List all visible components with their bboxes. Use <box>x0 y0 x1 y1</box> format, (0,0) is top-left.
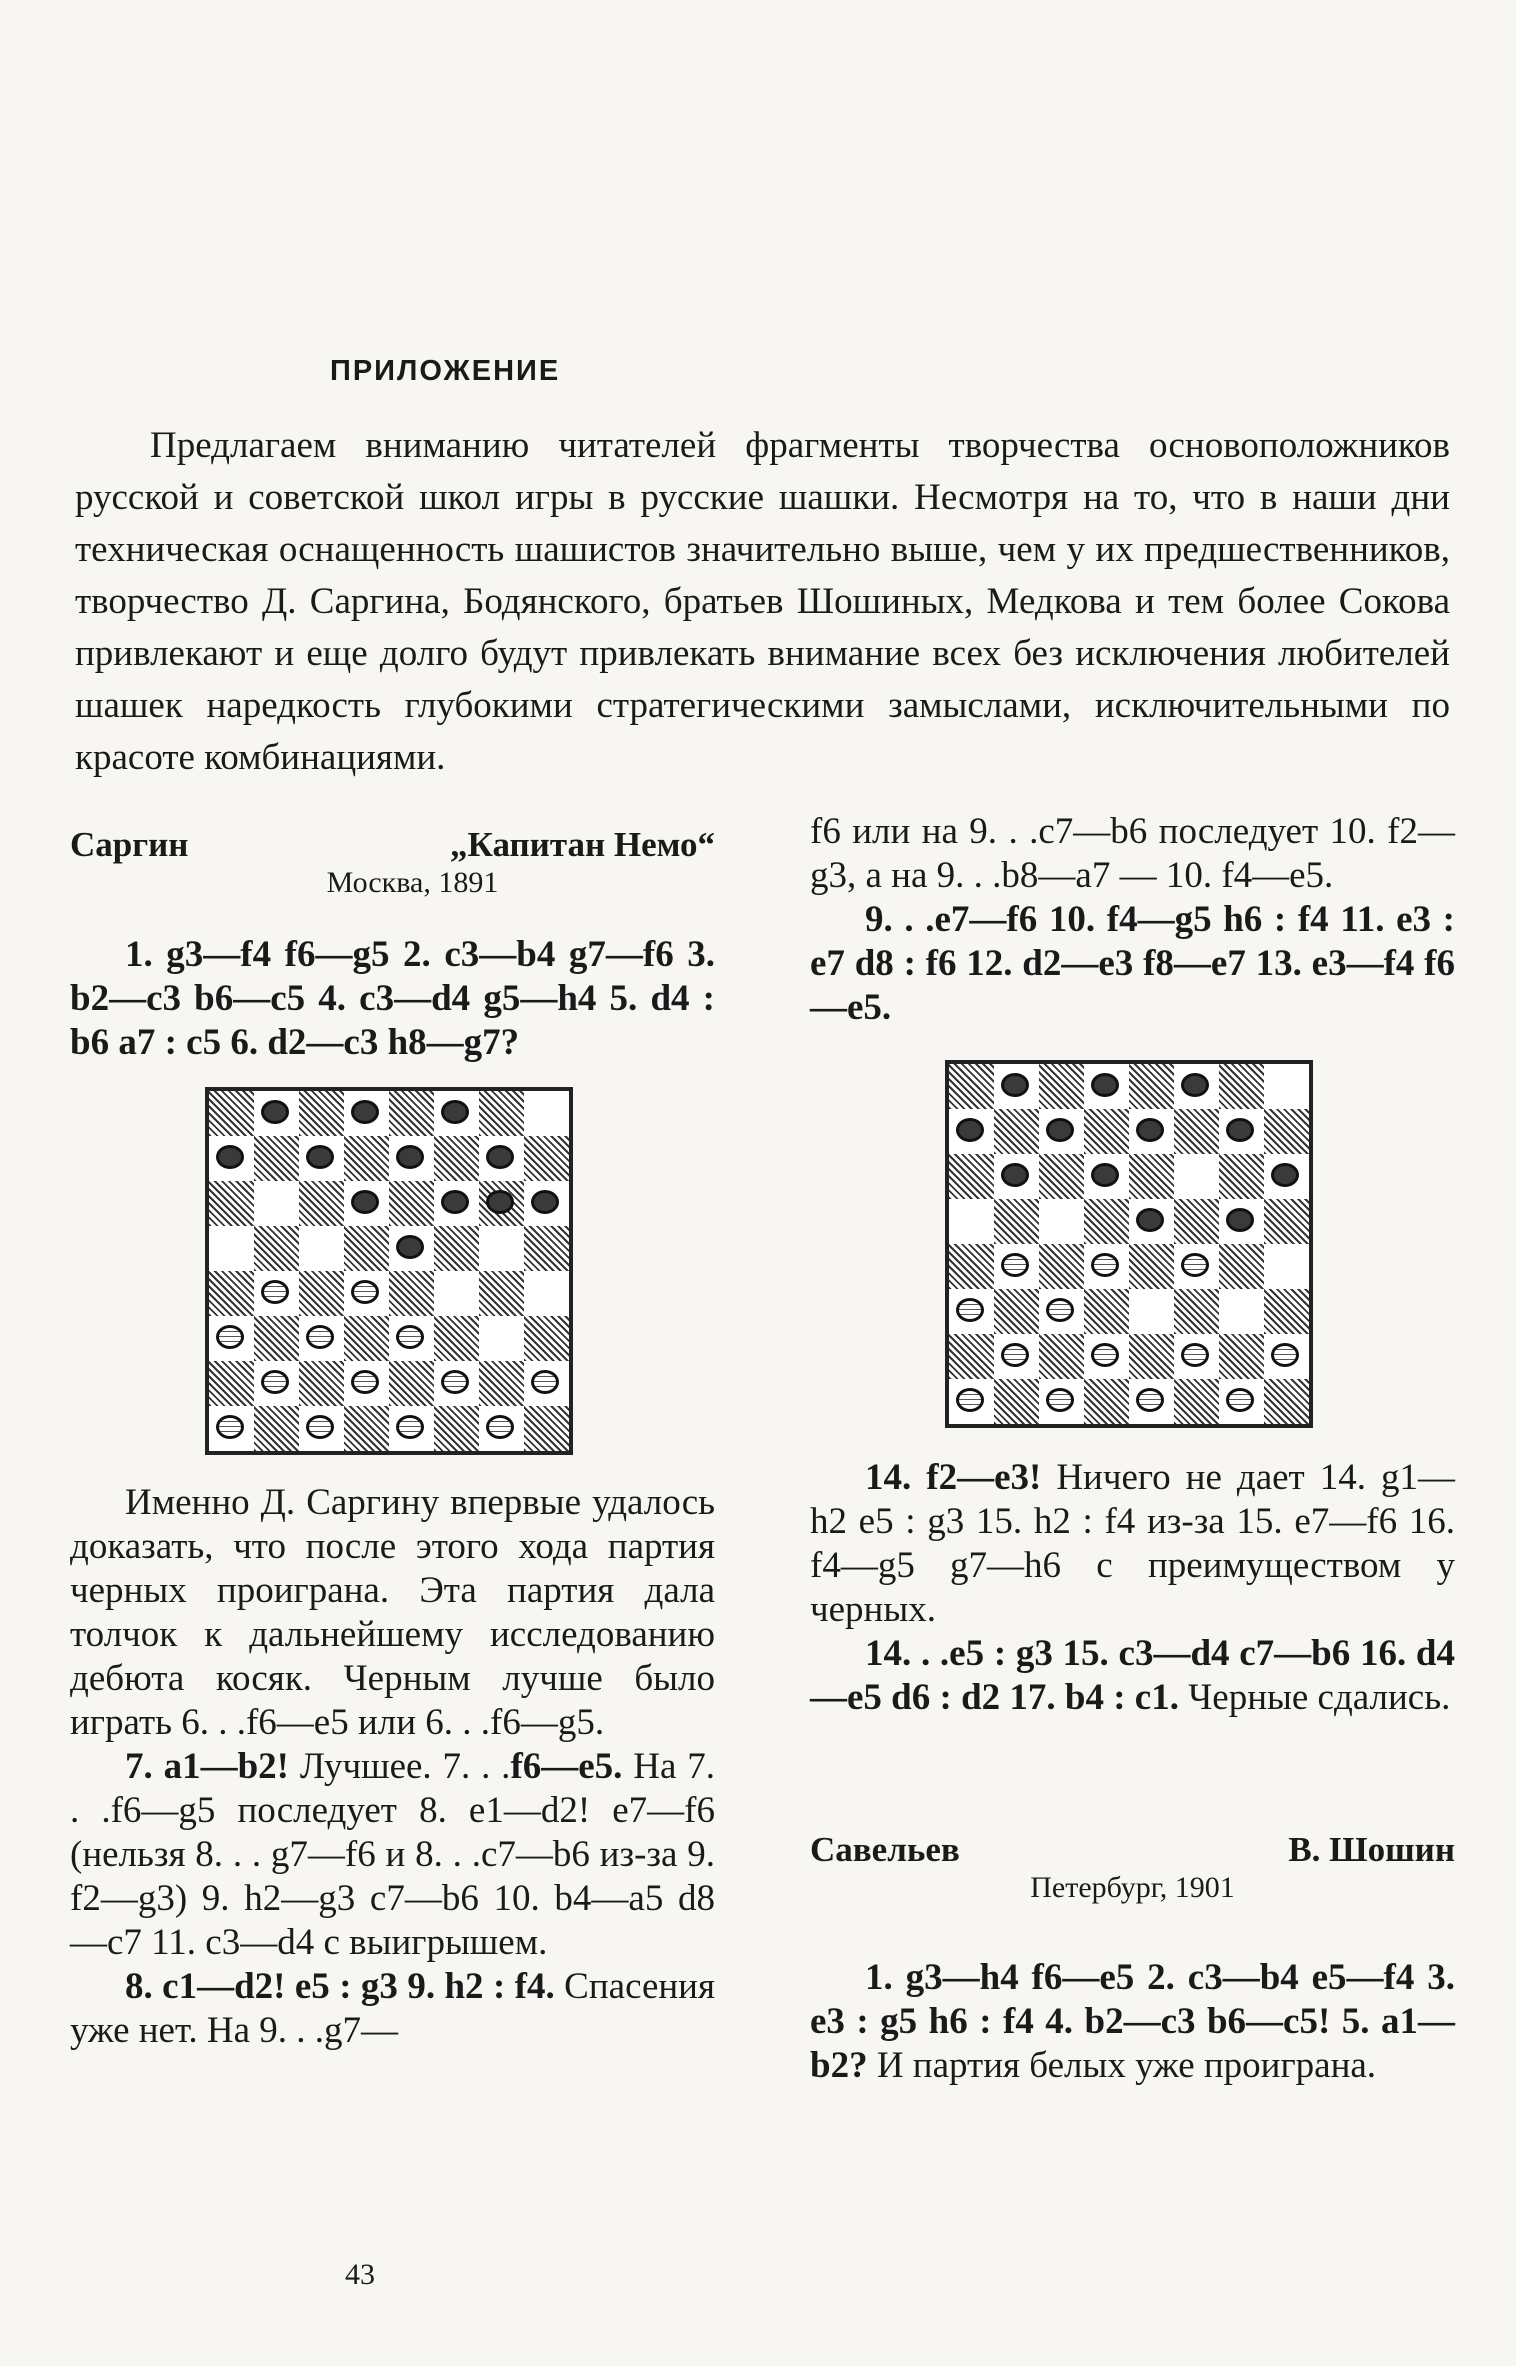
square-c5 <box>1039 1199 1084 1244</box>
black-checker-d8 <box>351 1100 379 1124</box>
square-g7 <box>479 1136 524 1181</box>
square-a5 <box>949 1199 994 1244</box>
game2-comment: И партия белых уже проиграна. <box>867 2045 1377 2086</box>
square-f3 <box>434 1316 479 1361</box>
white-checker-b2 <box>1001 1343 1029 1367</box>
square-b5 <box>254 1226 299 1271</box>
square-a4 <box>209 1271 254 1316</box>
white-checker-g1 <box>486 1415 514 1439</box>
square-f7 <box>1174 1109 1219 1154</box>
square-f1 <box>1174 1379 1219 1424</box>
game1-comment6: Ничего не дает 14. g1—h2 e5 : g3 15. h2 : f4 из-за 15. e7—f6 16. f4—g5 g7—h6 с преимуществом у черных. <box>810 1457 1455 1630</box>
white-checker-f2 <box>1181 1343 1209 1367</box>
square-e1 <box>389 1406 434 1451</box>
square-f2 <box>1174 1334 1219 1379</box>
square-h3 <box>1264 1289 1309 1334</box>
square-c2 <box>299 1361 344 1406</box>
square-b1 <box>994 1379 1039 1424</box>
white-checker-c3 <box>306 1325 334 1349</box>
square-a4 <box>949 1244 994 1289</box>
square-f6 <box>1174 1154 1219 1199</box>
diagram-2 <box>945 1060 1313 1428</box>
square-b8 <box>994 1064 1039 1109</box>
square-b1 <box>254 1406 299 1451</box>
square-a1 <box>949 1379 994 1424</box>
square-h6 <box>1264 1154 1309 1199</box>
square-g3 <box>1219 1289 1264 1334</box>
square-c4 <box>299 1271 344 1316</box>
square-h1 <box>1264 1379 1309 1424</box>
black-checker-c7 <box>306 1145 334 1169</box>
square-d5 <box>1084 1199 1129 1244</box>
square-e2 <box>1129 1334 1174 1379</box>
square-d4 <box>1084 1244 1129 1289</box>
square-g6 <box>479 1181 524 1226</box>
black-checker-h6 <box>1271 1163 1299 1187</box>
square-a2 <box>949 1334 994 1379</box>
square-a6 <box>209 1181 254 1226</box>
game1-comment4: Спасения уже нет. На 9. . .g7— <box>70 1966 715 2051</box>
square-c3 <box>1039 1289 1084 1334</box>
black-checker-a7 <box>216 1145 244 1169</box>
square-f4 <box>1174 1244 1219 1289</box>
square-d2 <box>344 1361 389 1406</box>
game1-header <box>70 825 715 865</box>
square-g6 <box>1219 1154 1264 1199</box>
white-checker-b4 <box>261 1280 289 1304</box>
black-checker-f6 <box>441 1190 469 1214</box>
square-h7 <box>1264 1109 1309 1154</box>
square-h5 <box>524 1226 569 1271</box>
square-g4 <box>1219 1244 1264 1289</box>
square-f4 <box>434 1271 479 1316</box>
square-g3 <box>479 1316 524 1361</box>
square-g7 <box>1219 1109 1264 1154</box>
square-c8 <box>299 1091 344 1136</box>
game1-comment5: f6 или на 9. . .c7—b6 последует 10. f2—g3, а на 9. . .b8—a7 — 10. f4—e5. <box>810 811 1455 896</box>
square-a3 <box>949 1289 994 1334</box>
game1-final: 14. . .e5 : g3 15. c3—d4 c7—b6 16. d4—e5 d6 : d2 17. b4 : c1. <box>810 1633 1455 1718</box>
square-d7 <box>344 1136 389 1181</box>
left-column <box>70 825 715 2053</box>
white-checker-h2 <box>531 1370 559 1394</box>
black-checker-e7 <box>1136 1118 1164 1142</box>
square-b2 <box>254 1361 299 1406</box>
square-b6 <box>994 1154 1039 1199</box>
square-b7 <box>254 1136 299 1181</box>
square-c7 <box>299 1136 344 1181</box>
white-checker-g1 <box>1226 1388 1254 1412</box>
black-checker-e7 <box>396 1145 424 1169</box>
square-g8 <box>479 1091 524 1136</box>
game1-move8-paragraph <box>70 1965 715 2053</box>
game1-moves: 1. g3—f4 f6—g5 2. c3—b4 g7—f6 3. b2—c3 b6—c5 4. c3—d4 g5—h4 5. d4 : b6 a7 : c5 6. d2—c3 h8—g7? <box>70 934 715 1063</box>
square-e2 <box>389 1361 434 1406</box>
square-a7 <box>949 1109 994 1154</box>
game2-black: В. Шошин <box>1288 1830 1455 1869</box>
square-g1 <box>479 1406 524 1451</box>
white-checker-d4 <box>351 1280 379 1304</box>
square-f1 <box>434 1406 479 1451</box>
square-b3 <box>994 1289 1039 1334</box>
game1-black: „Капитан Немо“ <box>450 825 715 864</box>
game1-white: Саргин <box>70 825 189 864</box>
white-checker-d4 <box>1091 1253 1119 1277</box>
square-b2 <box>994 1334 1039 1379</box>
square-h4 <box>1264 1244 1309 1289</box>
square-d6 <box>1084 1154 1129 1199</box>
square-b5 <box>994 1199 1039 1244</box>
square-g1 <box>1219 1379 1264 1424</box>
black-checker-d8 <box>1091 1073 1119 1097</box>
square-f5 <box>434 1226 479 1271</box>
square-h6 <box>524 1181 569 1226</box>
square-a8 <box>949 1064 994 1109</box>
square-c8 <box>1039 1064 1084 1109</box>
black-checker-b6 <box>1001 1163 1029 1187</box>
square-b4 <box>994 1244 1039 1289</box>
black-checker-d6 <box>351 1190 379 1214</box>
black-checker-f8 <box>441 1100 469 1124</box>
page-number: 43 <box>345 2258 375 2291</box>
black-checker-b8 <box>1001 1073 1029 1097</box>
square-e6 <box>389 1181 434 1226</box>
square-d3 <box>1084 1289 1129 1334</box>
game1-move14: 14. f2—e3! <box>865 1457 1042 1498</box>
square-c3 <box>299 1316 344 1361</box>
square-g2 <box>1219 1334 1264 1379</box>
square-d1 <box>344 1406 389 1451</box>
square-h8 <box>524 1091 569 1136</box>
square-e5 <box>1129 1199 1174 1244</box>
square-d8 <box>1084 1064 1129 1109</box>
white-checker-d2 <box>351 1370 379 1394</box>
square-a2 <box>209 1361 254 1406</box>
white-checker-a3 <box>956 1298 984 1322</box>
square-h2 <box>1264 1334 1309 1379</box>
black-checker-c7 <box>1046 1118 1074 1142</box>
game1-final-paragraph <box>810 1632 1455 1720</box>
white-checker-b4 <box>1001 1253 1029 1277</box>
game2-header <box>810 1830 1455 1870</box>
game2-white: Савельев <box>810 1830 960 1869</box>
square-g5 <box>479 1226 524 1271</box>
black-checker-a7 <box>956 1118 984 1142</box>
square-e4 <box>389 1271 434 1316</box>
white-checker-d2 <box>1091 1343 1119 1367</box>
square-d3 <box>344 1316 389 1361</box>
game1-move8: 8. c1—d2! e5 : g3 9. h2 : f4. <box>125 1966 555 2007</box>
white-checker-a3 <box>216 1325 244 1349</box>
square-d4 <box>344 1271 389 1316</box>
square-c1 <box>1039 1379 1084 1424</box>
square-f8 <box>1174 1064 1219 1109</box>
square-g5 <box>1219 1199 1264 1244</box>
white-checker-c3 <box>1046 1298 1074 1322</box>
square-e8 <box>389 1091 434 1136</box>
square-c4 <box>1039 1244 1084 1289</box>
square-g2 <box>479 1361 524 1406</box>
game1-comment2: Лучшее. 7. . . <box>288 1746 511 1787</box>
square-d8 <box>344 1091 389 1136</box>
square-a8 <box>209 1091 254 1136</box>
square-h8 <box>1264 1064 1309 1109</box>
square-h1 <box>524 1406 569 1451</box>
square-a6 <box>949 1154 994 1199</box>
game1-move7: 7. a1—b2! <box>125 1746 289 1787</box>
square-a1 <box>209 1406 254 1451</box>
square-g4 <box>479 1271 524 1316</box>
game1-move7-paragraph <box>70 1745 715 1965</box>
square-e5 <box>389 1226 434 1271</box>
square-f7 <box>434 1136 479 1181</box>
black-checker-b8 <box>261 1100 289 1124</box>
diagram-1 <box>205 1087 573 1455</box>
game1-comment1: Именно Д. Саргину впервые удалось доказать, что после этого хода партия черных проиграна. Эта партия дала толчок к дальнейшему исследованию дебюта косяк. Черным лучше было играть 6. . .f6—e5 или 6. . .f6—g5. <box>70 1482 715 1743</box>
white-checker-e3 <box>396 1325 424 1349</box>
game2-moves: 1. g3—h4 f6—e5 2. c3—b4 e5—f4 3. e3 : g5 h6 : f4 4. b2—c3 b6—c5! 5. a1—b2? <box>810 1957 1455 2086</box>
square-d1 <box>1084 1379 1129 1424</box>
square-c2 <box>1039 1334 1084 1379</box>
square-e7 <box>389 1136 434 1181</box>
square-e8 <box>1129 1064 1174 1109</box>
square-e3 <box>389 1316 434 1361</box>
square-e6 <box>1129 1154 1174 1199</box>
white-checker-h2 <box>1271 1343 1299 1367</box>
square-c1 <box>299 1406 344 1451</box>
square-f3 <box>1174 1289 1219 1334</box>
white-checker-b2 <box>261 1370 289 1394</box>
black-checker-g7 <box>1226 1118 1254 1142</box>
white-checker-a1 <box>216 1415 244 1439</box>
black-checker-e5 <box>1136 1208 1164 1232</box>
square-d2 <box>1084 1334 1129 1379</box>
square-b7 <box>994 1109 1039 1154</box>
black-checker-g5 <box>1226 1208 1254 1232</box>
game2-moves-paragraph <box>810 1956 1455 2088</box>
square-f6 <box>434 1181 479 1226</box>
square-d6 <box>344 1181 389 1226</box>
square-e3 <box>1129 1289 1174 1334</box>
square-c5 <box>299 1226 344 1271</box>
square-d5 <box>344 1226 389 1271</box>
square-h5 <box>1264 1199 1309 1244</box>
black-checker-h6 <box>531 1190 559 1214</box>
black-checker-e5 <box>396 1235 424 1259</box>
square-e1 <box>1129 1379 1174 1424</box>
black-checker-d6 <box>1091 1163 1119 1187</box>
square-a3 <box>209 1316 254 1361</box>
white-checker-c1 <box>306 1415 334 1439</box>
square-h4 <box>524 1271 569 1316</box>
square-c7 <box>1039 1109 1084 1154</box>
square-d7 <box>1084 1109 1129 1154</box>
square-b8 <box>254 1091 299 1136</box>
black-checker-g6 <box>486 1190 514 1214</box>
square-h3 <box>524 1316 569 1361</box>
square-f2 <box>434 1361 479 1406</box>
square-c6 <box>1039 1154 1084 1199</box>
game1-result: Черные сдались. <box>1178 1677 1451 1718</box>
white-checker-e1 <box>396 1415 424 1439</box>
intro-paragraph: Предлагаем вниманию читателей фрагменты творчества основоположников русской и советской школ игры в русские шашки. Несмотря на то, что в наши дни техническая оснащенность шашистов значительно выше, чем у их предшественников, творчество Д. Саргина, Бодянского, братьев Шошиных, Медкова и тем более Сокова привлекают и еще долго будут привлекать внимание всех без исключения любителей шашек наредкость глубокими стратегическими замыслами, исключительными по красоте комбинациями. <box>75 425 1450 778</box>
square-g8 <box>1219 1064 1264 1109</box>
square-a5 <box>209 1226 254 1271</box>
square-f8 <box>434 1091 479 1136</box>
white-checker-c1 <box>1046 1388 1074 1412</box>
game1-comment3: На 7. . .f6—g5 последует 8. e1—d2! e7—f6 (нельзя 8. . . g7—f6 и 8. . .c7—b6 из-за 9. f2—g3) 9. h2—g3 c7—b6 10. b4—a5 d8—c7 11. c3—d4 с выигрышем. <box>70 1746 715 1963</box>
square-c6 <box>299 1181 344 1226</box>
square-h2 <box>524 1361 569 1406</box>
game2-place: Петербург, 1901 <box>1030 1871 1235 1904</box>
game1-move7b: f6—e5. <box>510 1746 623 1787</box>
game1-move14-paragraph <box>810 1456 1455 1632</box>
black-checker-f8 <box>1181 1073 1209 1097</box>
white-checker-f2 <box>441 1370 469 1394</box>
square-e7 <box>1129 1109 1174 1154</box>
square-a7 <box>209 1136 254 1181</box>
square-h7 <box>524 1136 569 1181</box>
right-column <box>810 810 1455 2088</box>
square-b6 <box>254 1181 299 1226</box>
square-e4 <box>1129 1244 1174 1289</box>
white-checker-a1 <box>956 1388 984 1412</box>
square-b4 <box>254 1271 299 1316</box>
game1-place: Москва, 1891 <box>326 866 499 899</box>
square-f5 <box>1174 1199 1219 1244</box>
black-checker-g7 <box>486 1145 514 1169</box>
square-b3 <box>254 1316 299 1361</box>
game1-moves9: 9. . .e7—f6 10. f4—g5 h6 : f4 11. e3 : e7 d8 : f6 12. d2—e3 f8—e7 13. e3—f4 f6—e5. <box>810 899 1455 1028</box>
page-title: ПРИЛОЖЕНИЕ <box>330 355 561 387</box>
white-checker-e1 <box>1136 1388 1164 1412</box>
white-checker-f4 <box>1181 1253 1209 1277</box>
